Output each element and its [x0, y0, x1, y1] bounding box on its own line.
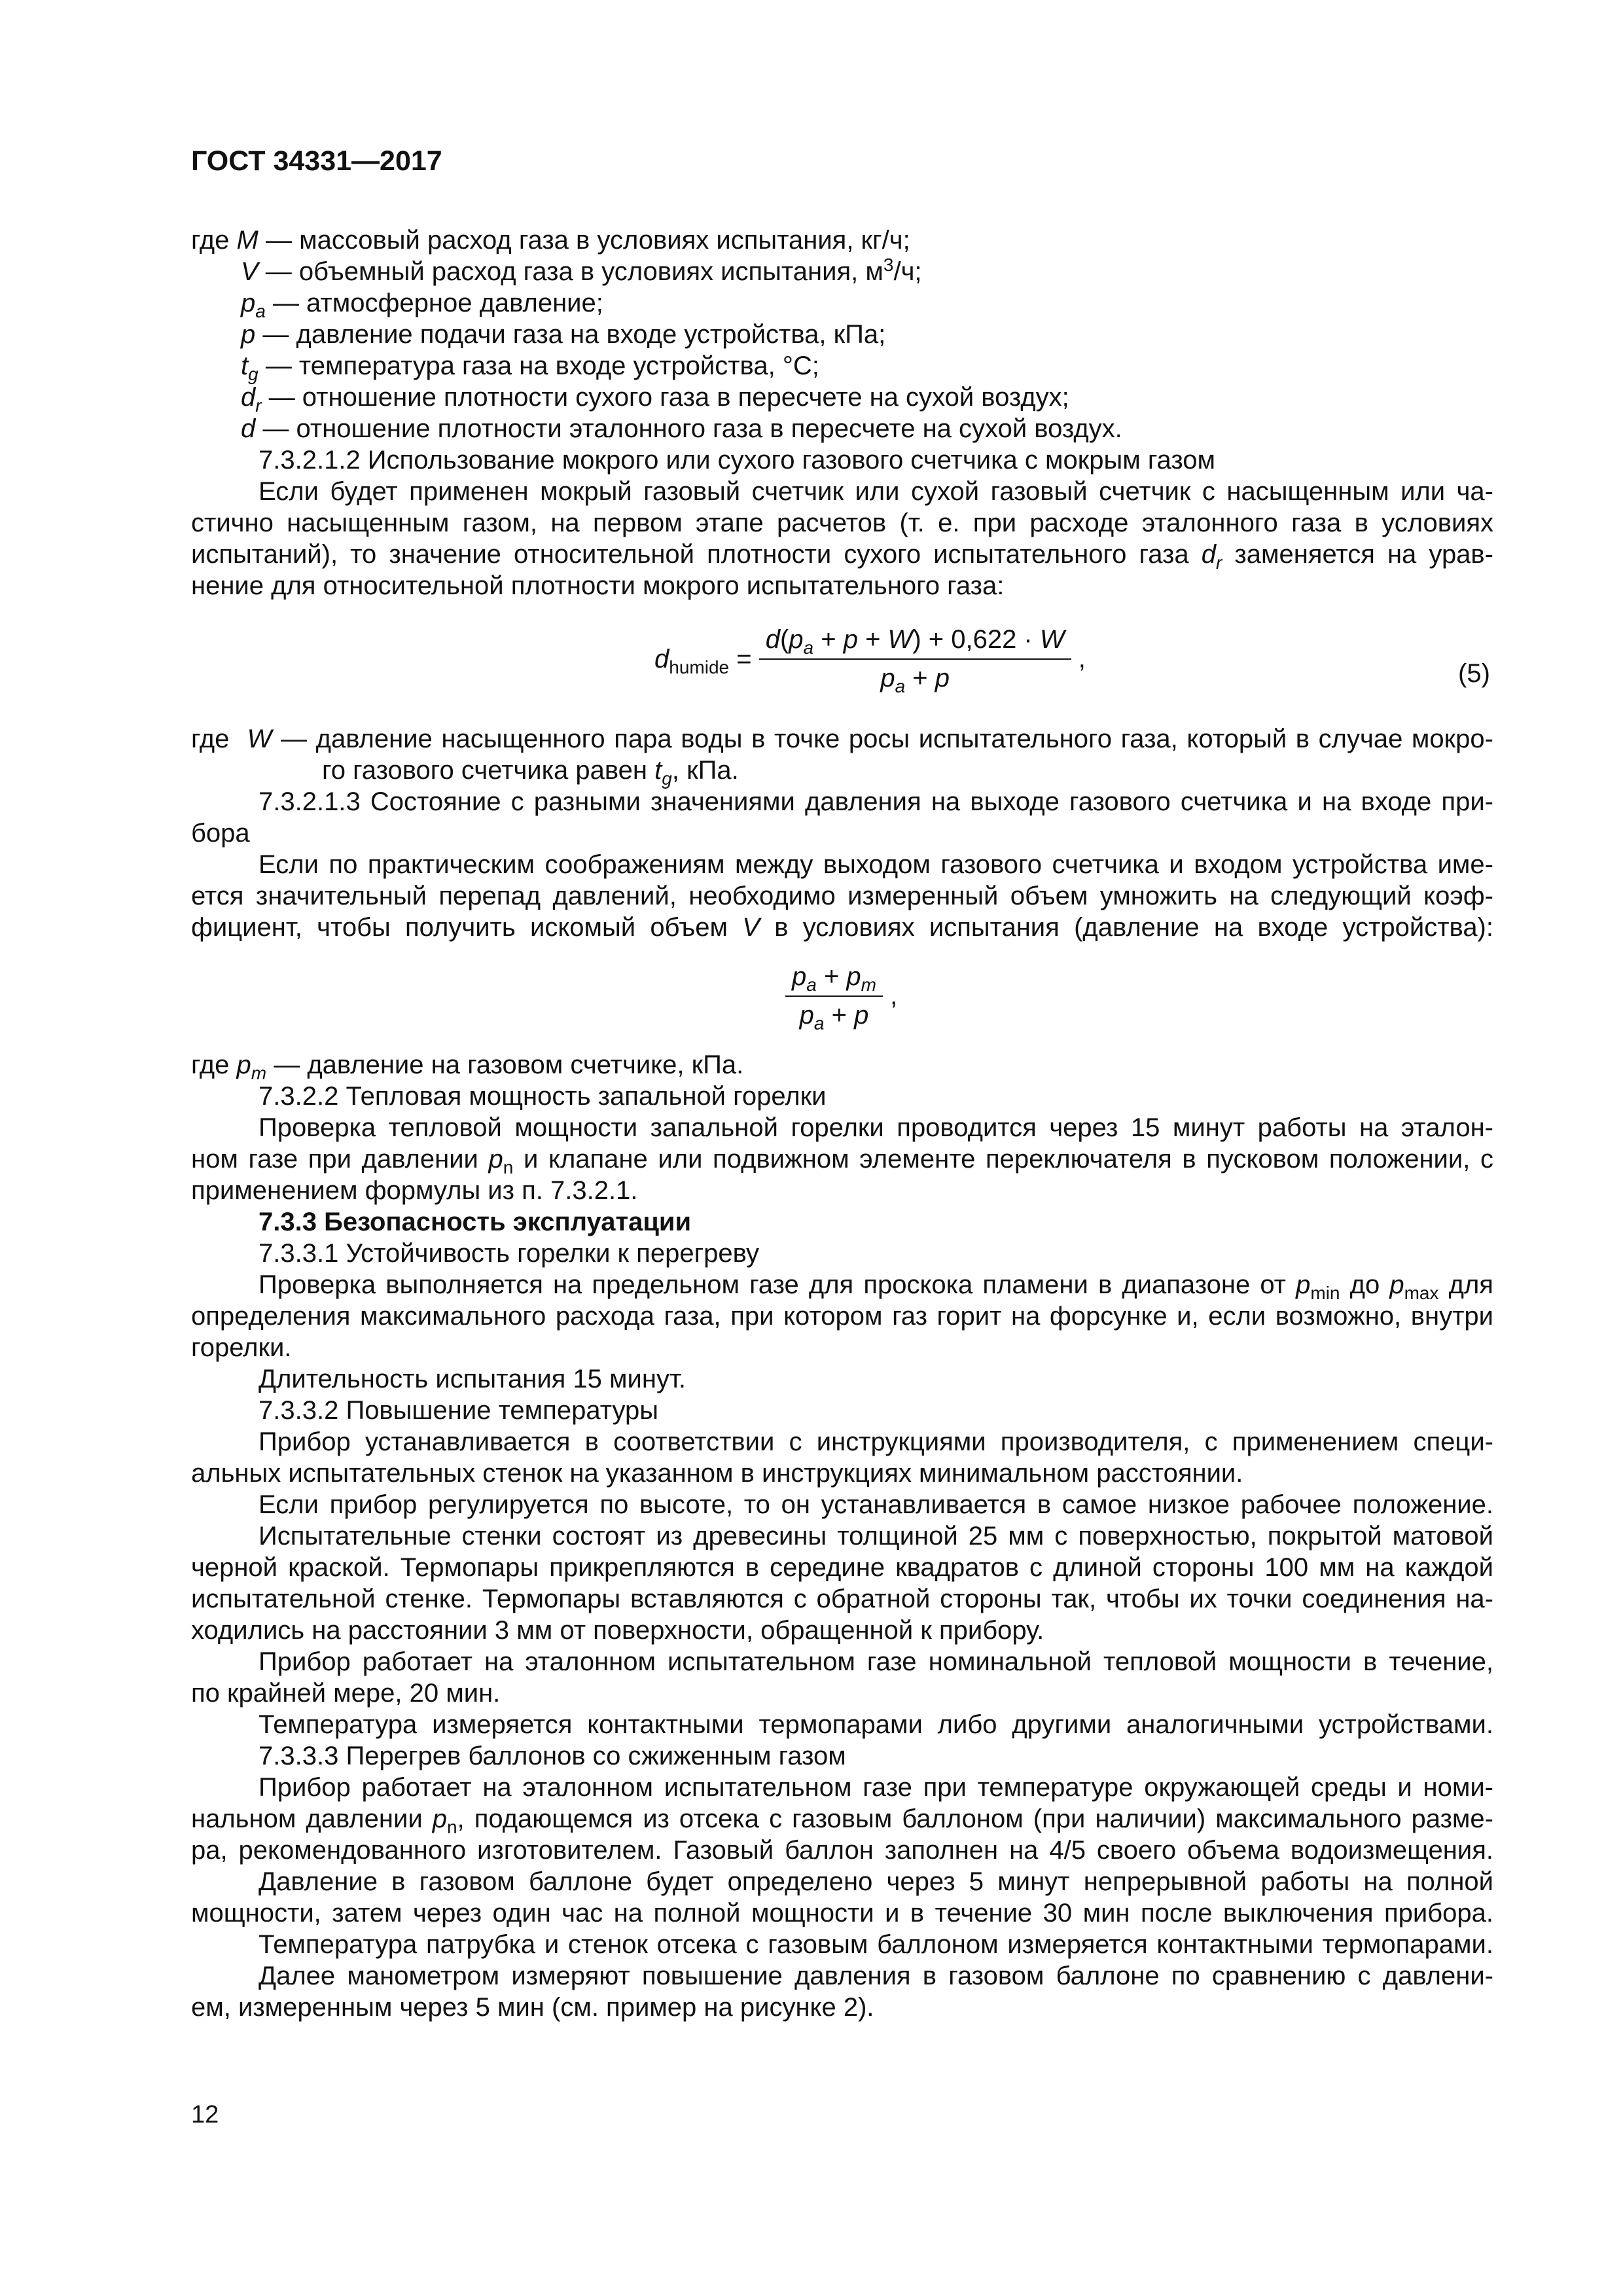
heading-73213-line2: бора — [191, 819, 250, 848]
para-7332-line9: по крайней мере, 20 мин. — [191, 1679, 501, 1708]
para-7332-line10: Температура измеряется контактными термопарами либо другими аналогичными устройствами. — [259, 1710, 1493, 1739]
para-7332-line3: Если прибор регулируется по высоте, то он устанавливается в самое низкое рабочее положение. — [259, 1490, 1493, 1519]
heading-733: 7.3.3 Безопасность эксплуатации — [259, 1208, 692, 1236]
para-7331-line4: Длительность испытания 15 минут. — [259, 1365, 686, 1393]
para-7332-line7: ходились на расстоянии 3 мм от поверхности, обращенной к прибору. — [191, 1616, 1044, 1645]
where-item-dr: $d_r$ — отношение плотности сухого газа в пересчете на сухой воздух; — [241, 383, 1069, 416]
para-7332-line6: испытательной стенке. Термопары вставляются с обратной стороны так, чтобы их точки соединения на- — [191, 1585, 1493, 1613]
para-7331-line2: определения максимального расхода газа, при котором газ горит на форсунке и, если возможно, внутри — [191, 1302, 1493, 1331]
para-73213-line1: Если по практическим соображениям между выходом газового счетчика и входом устройства име- — [259, 850, 1493, 879]
where-item-V: V — объемный расход газа в условиях испытания, $м^3/ч$; — [241, 255, 922, 286]
heading-7322: 7.3.2.2 Тепловая мощность запальной горелки — [259, 1082, 827, 1111]
where-item-M: где M — массовый расход газа в условиях испытания, кг/ч; — [191, 226, 910, 255]
para-7322-line1: Проверка тепловой мощности запальной горелки проводится через 15 минут работы на эталон- — [259, 1113, 1493, 1142]
para-7332-line1: Прибор устанавливается в соответствии с инструкциями производителя, с применением специ- — [259, 1427, 1493, 1456]
para-7322-line2: ном газе при давлении $p_n$ и клапане или подвижном элементе переключателя в пусковом положении, с — [191, 1145, 1493, 1177]
para-7333-line2: нальном давлении $p_n$, подающемся из отсека с газовым баллоном (при наличии) максимального разме- — [191, 1804, 1493, 1837]
para-7322-line3: применением формулы из п. 7.3.2.1. — [191, 1176, 638, 1205]
para-73212-line4: нение для относительной плотности мокрого испытательного газа: — [191, 571, 1005, 600]
para-7333-line6: Температура патрубка и стенок отсека с газовым баллоном измеряется контактными термопарами. — [259, 1930, 1493, 1959]
para-73212-line3: испытаний), то значение относительной плотности сухого испытательного газа $d_r$ заменяется на урав- — [191, 540, 1494, 573]
para-7333-line1: Прибор работает на эталонном испытательном газе при температуре окружающей среды и номи- — [259, 1773, 1493, 1802]
para-7332-line8: Прибор работает на эталонном испытательном газе номинальной тепловой мощности в течение, — [259, 1647, 1493, 1676]
where-item-tg: $t_g$ — температура газа на входе устройства, °С; — [241, 351, 819, 384]
para-73212-line2: стично насыщенным газом, на первом этапе расчетов (т. е. при расходе эталонного газа в условиях — [191, 509, 1493, 537]
equation-5-fraction: $\frac{d(p_a + p + W) + 0,622 \cdot W}{p_a + p}$ — [759, 625, 1071, 693]
where-W-line1: где W — давление насыщенного пара воды в точке росы испытательного газа, который в случае мокро- — [191, 725, 1493, 753]
para-7333-line5: мощности, затем через один час на полной мощности и в течение 30 мин после выключения прибора. — [191, 1899, 1493, 1928]
heading-73212: 7.3.2.1.2 Использование мокрого или сухого газового счетчика с мокрым газом — [259, 446, 1215, 475]
where-item-pa: $p_a$ — атмосферное давление; — [241, 289, 603, 321]
heading-7333: 7.3.3.3 Перегрев баллонов со сжиженным газом — [259, 1742, 846, 1770]
equation-5: $d_{humide}$ = $\frac{d(p_a + p + W) + 0,622 \cdot W}{p_a + p}$ , — [654, 625, 1086, 696]
para-73213-line3: фициент, чтобы получить искомый объем V в условиях испытания (давление на входе устройства): — [191, 913, 1493, 942]
heading-7331: 7.3.3.1 Устойчивость горелки к перегреву — [259, 1239, 760, 1268]
where-pm: где $p_m$ — давление на газовом счетчике, кПа. — [191, 1050, 744, 1083]
para-7332-line2: альных испытательных стенок на указанном в инструкциях минимальном расстоянии. — [191, 1459, 1243, 1488]
heading-73213-line1: 7.3.2.1.3 Состояние с разными значениями давления на выходе газового счетчика и на входе при- — [259, 787, 1493, 816]
para-7331-line1: Проверка выполняется на предельном газе для проскока пламени в диапазоне от $p_{min}$ до $p_{max}$ для — [259, 1270, 1493, 1303]
para-7333-line3: ра, рекомендованного изготовителем. Газовый баллон заполнен на 4/5 своего объема водоизмещения. — [191, 1836, 1493, 1865]
where-W-line2: го газового счетчика равен $t_g$, кПа. — [322, 756, 739, 789]
para-7331-line3: горелки. — [191, 1333, 292, 1362]
where-item-d: d — отношение плотности эталонного газа в пересчете на сухой воздух. — [241, 414, 1122, 443]
heading-7332: 7.3.3.2 Повышение температуры — [259, 1396, 659, 1425]
para-73212-line1: Если будет применен мокрый газовый счетчик или сухой газовый счетчик с насыщенным или ча- — [259, 477, 1493, 506]
page-number: 12 — [191, 2101, 219, 2128]
equation-5-number: (5) — [1458, 659, 1490, 688]
para-7333-line7: Далее манометром измеряют повышение давления в газовом баллоне по сравнению с давлени- — [259, 1962, 1493, 1990]
para-7332-line4: Испытательные стенки состоят из древесины толщиной 25 мм с поверхностью, покрытой матовой — [259, 1522, 1493, 1551]
para-7332-line5: черной краской. Термопары прикрепляются в середине квадратов с длиной стороны 100 мм на каждой — [191, 1553, 1493, 1582]
para-7333-line4: Давление в газовом баллоне будет определено через 5 минут непрерывной работы на полной — [259, 1867, 1493, 1896]
pressure-coefficient-formula: $\frac{p_a + p_m}{p_a + p}$ , — [785, 962, 897, 1030]
where-item-p: p — давление подачи газа на входе устройства, кПа; — [241, 320, 886, 349]
standard-header: ГОСТ 34331—2017 — [191, 145, 442, 177]
para-73213-line2: ется значительный перепад давлений, необходимо измеренный объем умножить на следующий коэф- — [191, 882, 1493, 910]
para-7333-line8: ем, измеренным через 5 мин (см. пример на рисунке 2). — [191, 1993, 874, 2022]
